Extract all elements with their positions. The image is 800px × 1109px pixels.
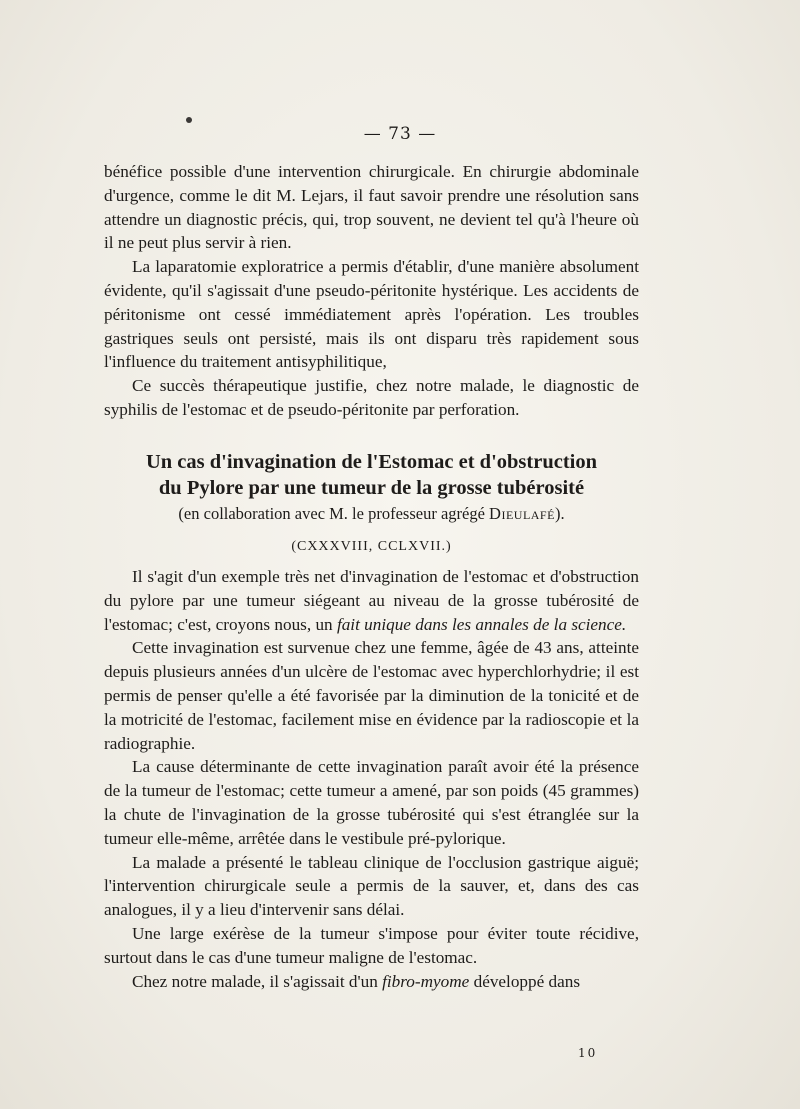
paragraph-text: développé dans xyxy=(469,971,581,991)
main-text-block xyxy=(104,565,639,993)
collaboration-note xyxy=(104,502,639,526)
paragraph xyxy=(104,565,639,636)
paragraph: Ce succès thérapeutique justifie, chez notre malade, le diagnostic de syphilis de l'estomac et de pseudo-péritonite par perforation. xyxy=(104,376,639,419)
page-number: — 73 — xyxy=(363,124,437,144)
paragraph: Cette invagination est survenue chez une femme, âgée de 43 ans, atteinte depuis plusieurs années d'un ulcère de l'estomac avec hyperchlorhydrie; il est permis de penser qu'elle a été favorisée par la diminution de la tonicité et de la motricité de l'estomac, facilement mise en évidence par la radioscopie et la radiographie. xyxy=(104,638,639,753)
paragraph-text: Chez notre malade, il s'agissait d'un xyxy=(132,971,383,991)
paragraph-text: Il s'agit d'un exemple très net d'invagination de l'estomac et d'obstruction du pylore par une tumeur siégeant au niveau de la grosse tubérosité de l'estomac; c'est, croyons nous, un xyxy=(104,567,639,634)
emphasis-text: fibro-myome xyxy=(382,971,470,991)
paragraph: Une large exérèse de la tumeur s'impose pour éviter toute récidive, surtout dans le cas d'une tumeur maligne de l'estomac. xyxy=(104,923,639,967)
paragraph: bénéfice possible d'une intervention chirurgicale. En chirurgie abdominale d'urgence, comme le dit M. Lejars, il faut savoir prendre une résolution sans attendre un diagnostic précis, qui, trop souvent, ne devient tel qu'à l'heure où il ne peut plus servir à rien. xyxy=(104,162,639,253)
collaborator-name: Dieulafé xyxy=(489,504,555,523)
emphasis-text: fait unique dans les annales de la science. xyxy=(336,614,627,634)
paragraph: La laparatomie exploratrice a permis d'établir, d'une manière absolument évidente, qu'il s'agissait d'une pseudo-péritonite hystérique. Les accidents de péritonisme ont cessé immédiatement après l'opération. Les troubles gastriques seuls ont persisté, mais ils ont disparu très rapidement sous l'influence du traitement antisyphilitique, xyxy=(104,257,639,372)
collaboration-suffix: ). xyxy=(554,504,565,523)
signature-mark: 10 xyxy=(578,1046,598,1060)
section-title-line-2: du Pylore par une tumeur de la grosse tubérosité xyxy=(158,477,585,499)
ink-dot xyxy=(186,117,192,123)
section-title xyxy=(104,449,639,501)
reference-numbers: (CXXXVIII, CCLXVII.) xyxy=(291,539,452,554)
paragraph: La malade a présenté le tableau clinique de l'occlusion gastrique aiguë; l'intervention chirurgicale seule a permis de la sauver, et, dans des cas analogues, il y a lieu d'intervenir sans délai. xyxy=(104,852,639,920)
collaboration-prefix: (en collaboration avec M. le professeur agrégé xyxy=(178,504,490,523)
section-heading xyxy=(104,449,639,558)
intro-text-block xyxy=(104,160,639,422)
paragraph: La cause déterminante de cette invagination paraît avoir été la présence de la tumeur de l'estomac; cette tumeur a amené, par son poids (45 grammes) la chute de l'invagination de la grosse tubérosité qui s'est étranglée sur la tumeur elle-même, arrêtée dans le vestibule pré-pylorique. xyxy=(104,757,639,848)
section-title-line-1: Un cas d'invagination de l'Estomac et d'obstruction xyxy=(145,451,598,473)
paragraph xyxy=(104,970,639,994)
